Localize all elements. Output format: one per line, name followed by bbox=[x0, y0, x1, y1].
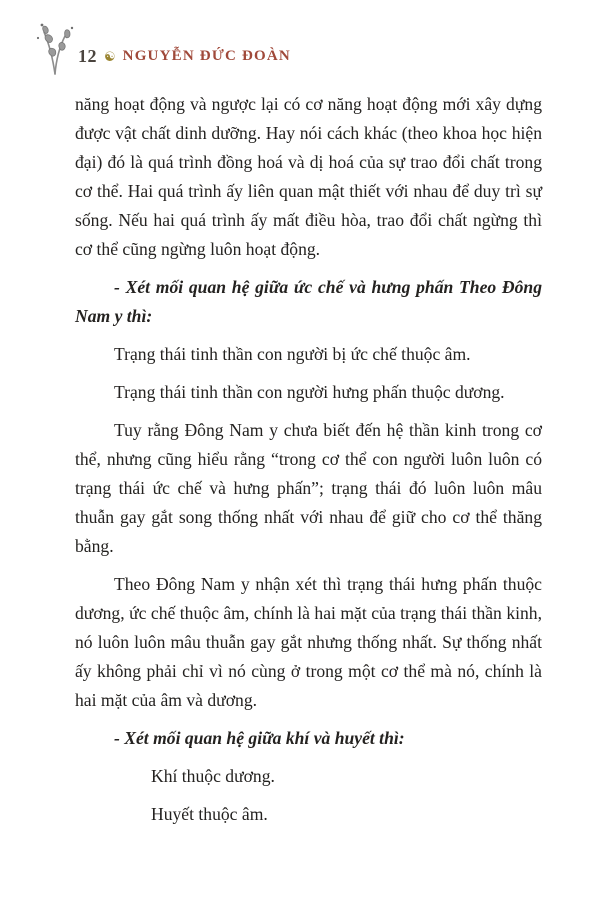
section-heading: - Xét mối quan hệ giữa ức chế và hưng phấn Theo Đông Nam y thì: bbox=[75, 277, 542, 326]
paragraph: Tuy rằng Đông Nam y chưa biết đến hệ thần kinh trong cơ thể, nhưng cũng hiểu rằng “trong cơ thể con người luôn luôn có trạng thái ức chế và hưng phấn”; trạng thái đó luôn luôn mâu thuẫn gay gắt song thống nhất với nhau để giữ cho cơ thể thăng bằng. bbox=[75, 420, 542, 556]
list-line: Khí thuộc dương. bbox=[151, 766, 275, 786]
yin-yang-icon: ☯ bbox=[104, 50, 116, 65]
leaf-ornament-icon bbox=[32, 22, 78, 76]
paragraph: Trạng thái tinh thần con người hưng phấn thuộc dương. bbox=[114, 382, 505, 402]
author-name: NGUYỄN ĐỨC ĐOÀN bbox=[122, 48, 291, 64]
paragraph-continued: năng hoạt động và ngược lại có cơ năng hoạt động mới xây dựng được vật chất dinh dưỡng. Hay nói cách khác (theo khoa học hiện đại) đó là quá trình đồng hoá và dị hoá của sự trao đổi chất trong cơ thể. Hai quá trình ấy liên quan mật thiết với nhau để duy trì sự sống. Nếu hai quá trình ấy mất điều hòa, trao đổi chất ngừng thì cơ thể cũng ngừng luôn hoạt động. bbox=[75, 94, 542, 259]
page-number: 12 bbox=[78, 46, 97, 66]
page-header bbox=[78, 46, 542, 67]
list-line: Huyết thuộc âm. bbox=[151, 804, 268, 824]
paragraph: Theo Đông Nam y nhận xét thì trạng thái hưng phấn thuộc dương, ức chế thuộc âm, chính là hai mặt của trạng thái thần kinh, nó luôn luôn mâu thuẫn gay gắt nhưng thống nhất. Sự thống nhất ấy không phải chỉ vì nó cùng ở trong một cơ thể mà nó, chính là hai mặt của âm và dương. bbox=[75, 574, 542, 710]
page-content bbox=[75, 90, 542, 838]
section-heading: - Xét mối quan hệ giữa khí và huyết thì: bbox=[114, 728, 405, 748]
paragraph: Trạng thái tinh thần con người bị ức chế thuộc âm. bbox=[114, 344, 471, 364]
